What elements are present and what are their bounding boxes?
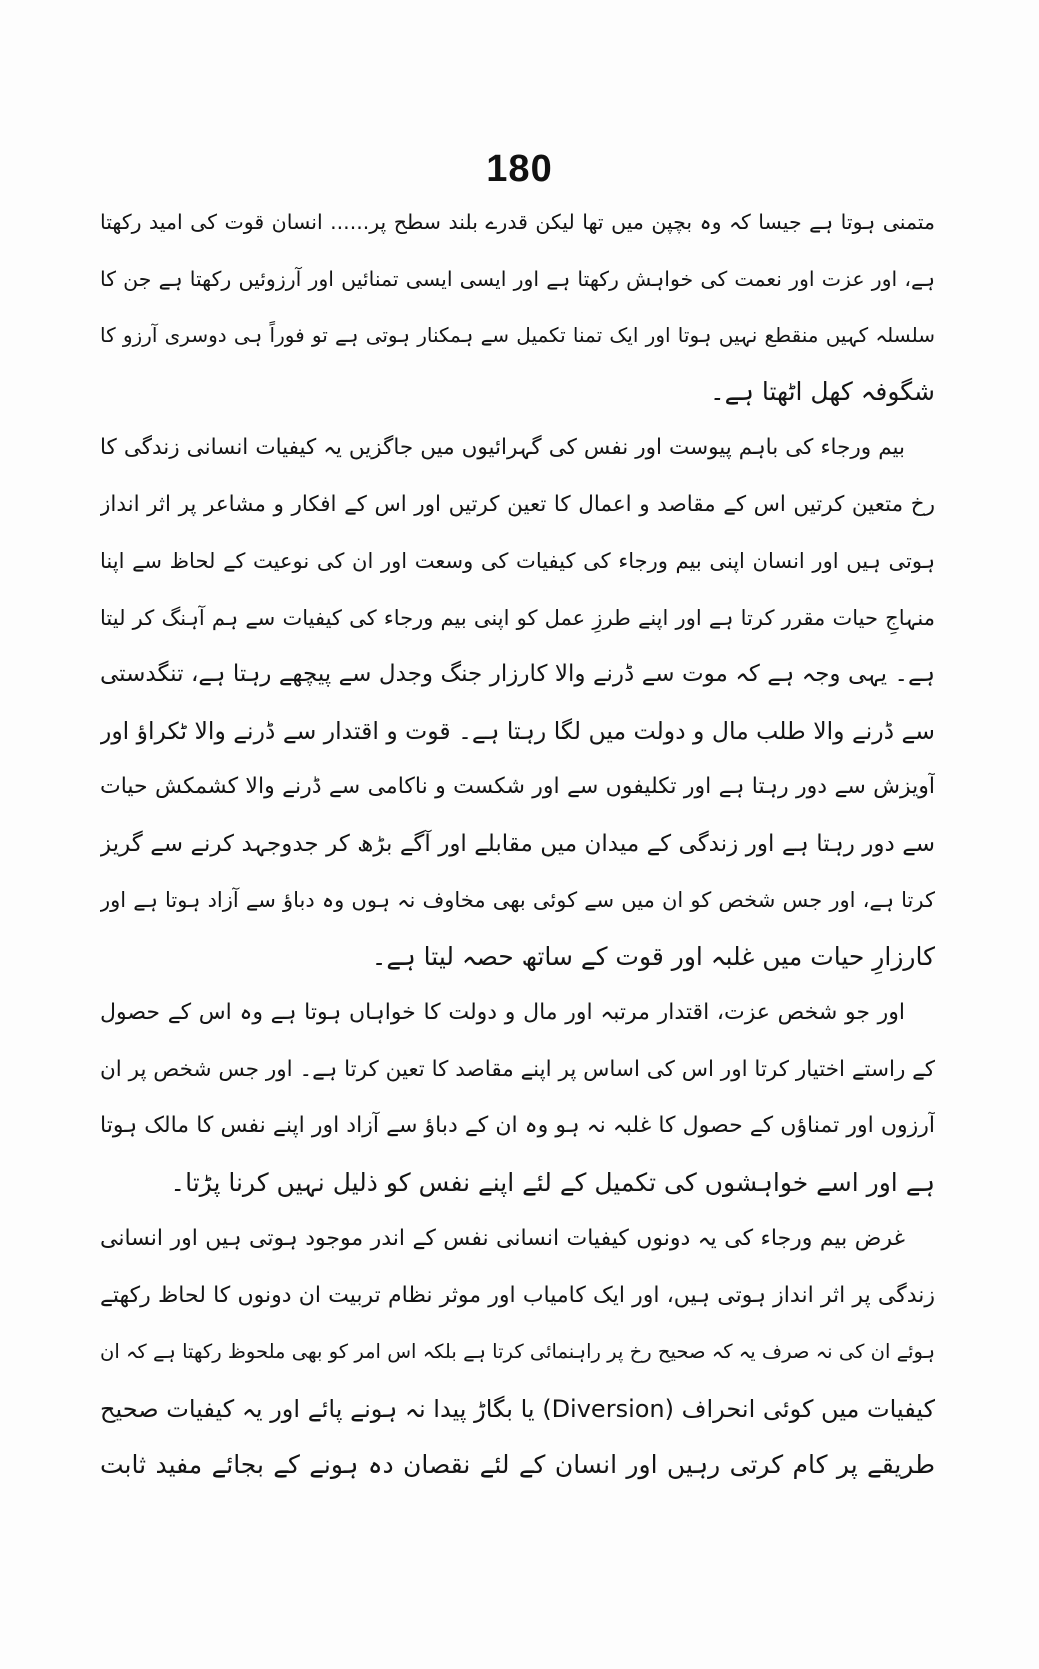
text-line: ہوئے ان کی نہ صرف یہ کہ صحیح رخ پر راہنمائی کرتا ہے بلکہ اس امر کو بھی ملحوظ رکھتا ہے کہ ان [100, 1340, 935, 1363]
page-number: 180 [486, 148, 553, 190]
text-line: کیفیات میں کوئی انحراف (Diversion) یا بگاڑ پیدا نہ ہونے پائے اور یہ کیفیات صحیح [100, 1394, 935, 1423]
text-line: آرزوں اور تمناؤں کے حصول کا غلبہ نہ ہو وہ ان کے دباؤ سے آزاد اور اپنے نفس کا مالک ہوتا [100, 1113, 935, 1138]
text-line: طریقے پر کام کرتی رہیں اور انسان کے لئے نقصان دہ ہونے کے بجائے مفید ثابت [100, 1450, 935, 1479]
body-text [100, 194, 935, 1494]
text-line: غرض بیم ورجاء کی یہ دونوں کیفیات انسانی نفس کے اندر موجود ہوتی ہیں اور انسانی [100, 1226, 905, 1251]
text-line: ہوتی ہیں اور انسان اپنی بیم ورجاء کی کیفیات کی وسعت اور ان کی نوعیت کے لحاظ سے اپنا [100, 549, 935, 573]
text-line: کارزارِ حیات میں غلبہ اور قوت کے ساتھ حصہ لیتا ہے۔ [371, 941, 935, 971]
text-line: سلسلہ کہیں منقطع نہیں ہوتا اور ایک تمنا تکمیل سے ہمکنار ہوتی ہے تو فوراً ہی دوسری آرزو کا [100, 323, 935, 347]
text-line: منہاجِ حیات مقرر کرتا ہے اور اپنے طرزِ عمل کو اپنی بیم ورجاء کی کیفیات سے ہم آہنگ کر لیتا [100, 605, 935, 630]
text-line: شگوفہ کھل اٹھتا ہے۔ [710, 376, 935, 406]
text-line: سے ڈرنے والا طلب مال و دولت میں لگا رہتا ہے۔ قوت و اقتدار سے ڈرنے والا ٹکراؤ اور [100, 716, 935, 745]
text-line: کرتا ہے، اور جس شخص کو ان میں سے کوئی بھی مخاوف نہ ہوں وہ دباؤ سے آزاد ہوتا ہے اور [100, 888, 935, 912]
text-line: بیم ورجاء کی باہم پیوست اور نفس کی گہرائیوں میں جاگزیں یہ کیفیات انسانی زندگی کا [100, 435, 905, 460]
text-line: رخ متعین کرتیں اس کے مقاصد و اعمال کا تعین کرتیں اور اس کے افکار و مشاعر پر اثر انداز [100, 491, 935, 517]
text-line: متمنی ہوتا ہے جیسا کہ وہ بچپن میں تھا لیکن قدرے بلند سطح پر...... انسان قوت کی امید رکھتا [100, 210, 935, 234]
text-line: اور جو شخص عزت، اقتدار مرتبہ اور مال و دولت کا خواہاں ہوتا ہے وہ اس کے حصول [100, 1000, 905, 1025]
text-line: زندگی پر اثر انداز ہوتی ہیں، اور ایک کامیاب اور موثر نظام تربیت ان دونوں کا لحاظ رکھتے [100, 1282, 935, 1308]
text-line: کے راستے اختیار کرتا اور اس کی اساس پر اپنے مقاصد کا تعین کرتا ہے۔ اور جس شخص پر ان [100, 1056, 935, 1082]
text-line: سے دور رہتا ہے اور زندگی کے میدان میں مقابلے اور آگے بڑھ کر جدوجہد کرنے سے گریز [100, 830, 935, 857]
text-line: ہے، اور عزت اور نعمت کی خواہش رکھتا ہے اور ایسی ایسی تمنائیں اور آرزوئیں رکھتا ہے جن کا [100, 266, 935, 291]
text-line: ہے اور اسے خواہشوں کی تکمیل کے لئے اپنے نفس کو ذلیل نہیں کرنا پڑتا۔ [170, 1167, 935, 1197]
text-line: ہے۔ یہی وجہ ہے کہ موت سے ڈرنے والا کارزار جنگ وجدل سے پیچھے رہتا ہے، تنگدستی [100, 661, 935, 687]
text-line: آویزش سے دور رہتا ہے اور تکلیفوں سے اور شکست و ناکامی سے ڈرنے والا کشمکش حیات [100, 774, 935, 799]
